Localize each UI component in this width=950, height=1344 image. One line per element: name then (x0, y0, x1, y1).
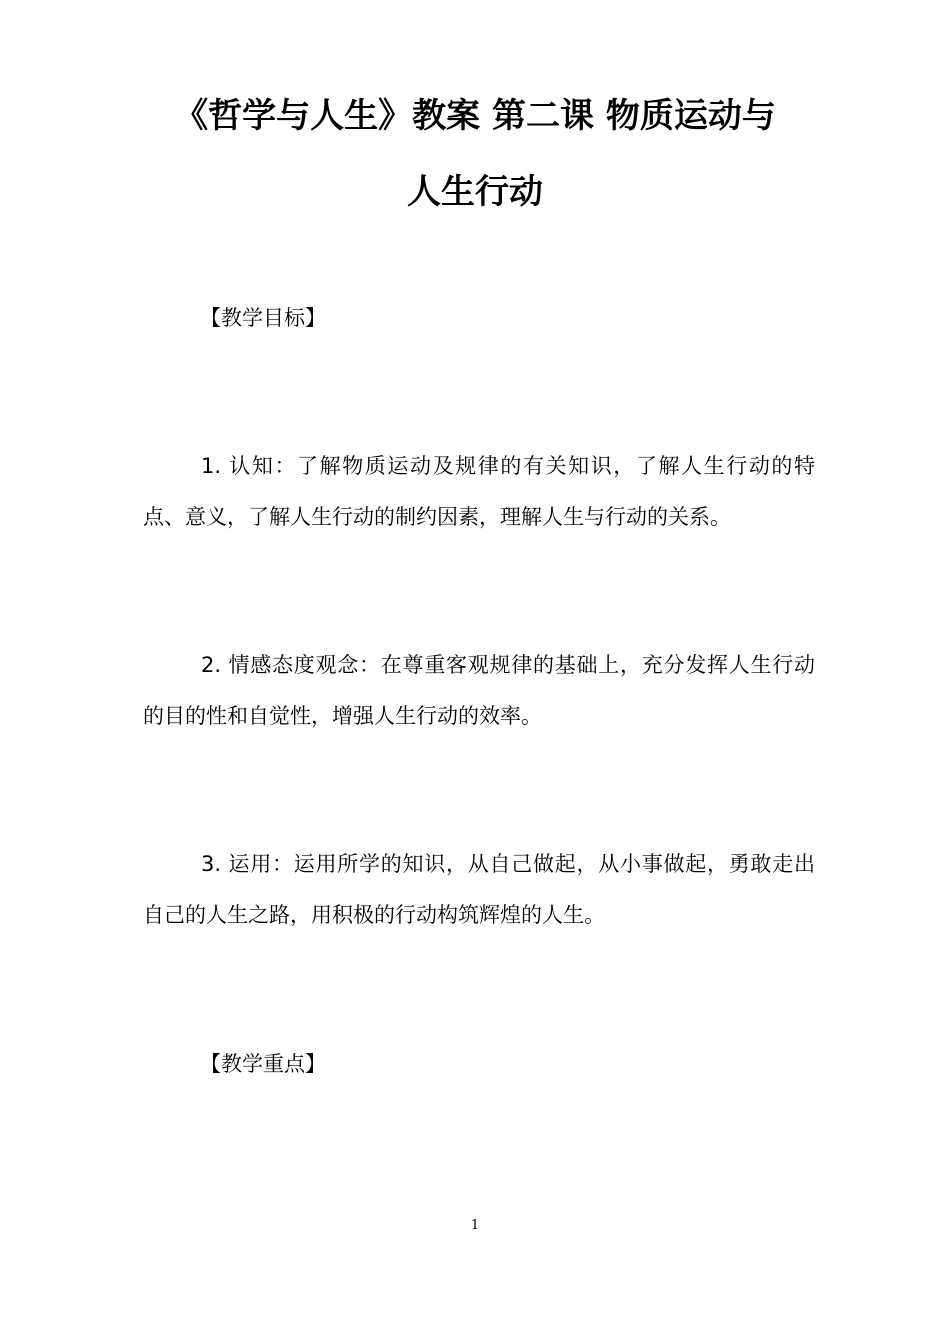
section-heading-teaching-objectives: 【教学目标】 (200, 306, 326, 330)
objective-paragraph-1: 1. 认知：了解物质运动及规律的有关知识，了解人生行动的特点、意义，了解人生行动的制约因素，理解人生与行动的关系。 (143, 454, 815, 529)
objective-paragraph-2: 2. 情感态度观念：在尊重客观规律的基础上，充分发挥人生行动的目的性和自觉性，增强人生行动的效率。 (143, 653, 815, 728)
document-title-line-2: 人生行动 (407, 172, 543, 212)
objective-paragraph-3: 3. 运用：运用所学的知识，从自己做起，从小事做起，勇敢走出自己的人生之路，用积极的行动构筑辉煌的人生。 (143, 852, 815, 927)
section-heading-teaching-focus: 【教学重点】 (200, 1052, 326, 1076)
document-title-line-1: 《哲学与人生》教案 第二课 物质运动与 (174, 96, 776, 136)
page-number: 1 (470, 1218, 480, 1233)
